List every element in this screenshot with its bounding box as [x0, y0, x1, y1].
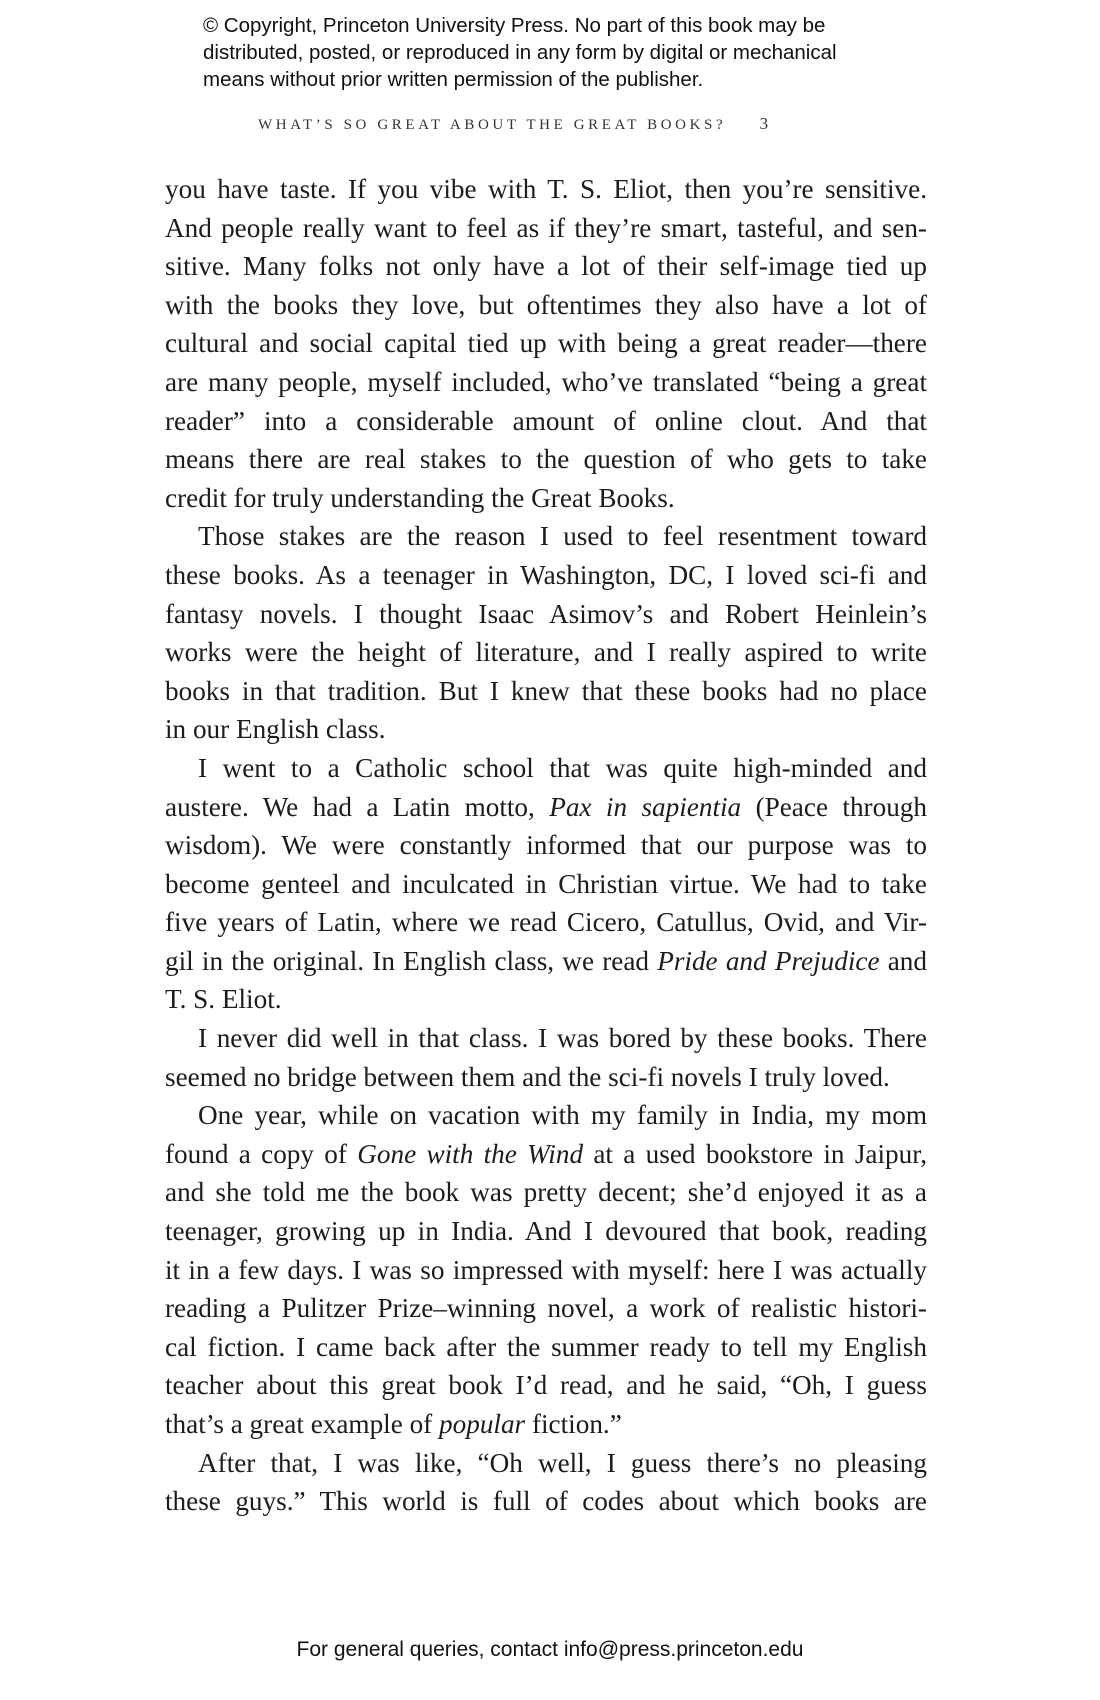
body-line: books in that tradition. But I knew that these books had no place — [165, 675, 927, 706]
body-text-segment: austere. We had a Latin motto, — [165, 791, 550, 822]
footer-contact: For general queries, contact info@press.princeton.edu — [296, 1638, 804, 1661]
italic-title: Gone with the Wind — [357, 1138, 584, 1169]
body-line: it in a few days. I was so impressed with myself: here I was actually — [165, 1254, 927, 1285]
body-text-segment: and — [879, 945, 927, 976]
body-text-segment: found a copy of — [165, 1138, 358, 1169]
body-line: become genteel and inculcated in Christian virtue. We had to take — [165, 868, 927, 899]
body-line: After that, I was like, “Oh well, I guess there’s no pleasing — [198, 1447, 927, 1478]
copyright-notice-line: © Copyright, Princeton University Press. No part of this book may be — [203, 14, 826, 37]
body-line: five years of Latin, where we read Cicero, Catullus, Ovid, and Vir- — [165, 907, 927, 938]
page-number: 3 — [759, 114, 769, 133]
body-line: reading a Pulitzer Prize–winning novel, a work of realistic histori- — [165, 1293, 927, 1324]
body-line: cal fiction. I came back after the summer ready to tell my English — [165, 1331, 927, 1362]
italic-title: Pride and Prejudice — [657, 945, 880, 976]
copyright-notice — [203, 12, 923, 93]
body-line: teacher about this great book I’d read, and he said, “Oh, I guess — [165, 1370, 927, 1401]
body-line: sitive. Many folks not only have a lot of their self-image tied up — [165, 251, 927, 282]
body-text-segment: that’s a great example of — [165, 1409, 440, 1439]
body-text — [165, 170, 927, 1521]
body-line: I never did well in that class. I was bored by these books. There — [198, 1023, 927, 1054]
body-line: means there are real stakes to the question of who gets to take — [165, 444, 927, 475]
running-head-title: WHAT’S SO GREAT ABOUT THE GREAT BOOKS? — [258, 117, 727, 133]
body-line: teenager, growing up in India. And I devoured that book, reading — [165, 1216, 927, 1247]
italic-title: Pax in sapientia — [549, 791, 742, 822]
body-line — [165, 788, 927, 827]
body-line: T. S. Eliot. — [165, 984, 282, 1015]
body-text-segment: (Peace through — [741, 791, 927, 822]
body-line: are many people, myself included, who’ve translated “being a great — [165, 366, 927, 397]
body-line: credit for truly understanding the Great Books. — [165, 482, 675, 513]
body-line: I went to a Catholic school that was quite high-minded and — [198, 752, 927, 783]
body-line: these guys.” This world is full of codes about which books are — [165, 1486, 927, 1517]
body-line — [165, 942, 927, 981]
body-text-segment: gil in the original. In English class, we read — [165, 945, 658, 976]
body-line: these books. As a teenager in Washington, DC, I loved sci-fi and — [165, 559, 927, 590]
running-head — [258, 114, 858, 134]
body-line: and she told me the book was pretty decent; she’d enjoyed it as a — [165, 1177, 927, 1208]
body-text-segment: at a used bookstore in Jaipur, — [583, 1138, 927, 1169]
body-line: One year, while on vacation with my family in India, my mom — [198, 1100, 927, 1131]
body-line: fantasy novels. I thought Isaac Asimov’s and Robert Heinlein’s — [165, 598, 927, 629]
italic-title: popular — [439, 1409, 526, 1439]
body-line: And people really want to feel as if they’re smart, tasteful, and sen- — [165, 212, 927, 243]
copyright-notice-line: distributed, posted, or reproduced in any form by digital or mechanical — [203, 41, 837, 64]
body-line: in our English class. — [165, 714, 386, 745]
body-line: wisdom). We were constantly informed that our purpose was to — [165, 830, 927, 861]
body-line: with the books they love, but oftentimes they also have a lot of — [165, 289, 927, 320]
copyright-notice-line: means without prior written permission of the publisher. — [203, 68, 704, 91]
body-line — [165, 1135, 927, 1174]
body-line: reader” into a considerable amount of online clout. And that — [165, 405, 927, 436]
body-line: cultural and social capital tied up with being a great reader—there — [165, 328, 927, 359]
body-line: seemed no bridge between them and the sci-fi novels I truly loved. — [165, 1061, 890, 1092]
body-line: works were the height of literature, and I really aspired to write — [165, 637, 927, 668]
body-text-segment: fiction.” — [525, 1409, 622, 1439]
body-line — [165, 1405, 927, 1444]
body-line: you have taste. If you vibe with T. S. Eliot, then you’re sensitive. — [165, 174, 927, 204]
body-line: Those stakes are the reason I used to feel resentment toward — [198, 521, 927, 552]
